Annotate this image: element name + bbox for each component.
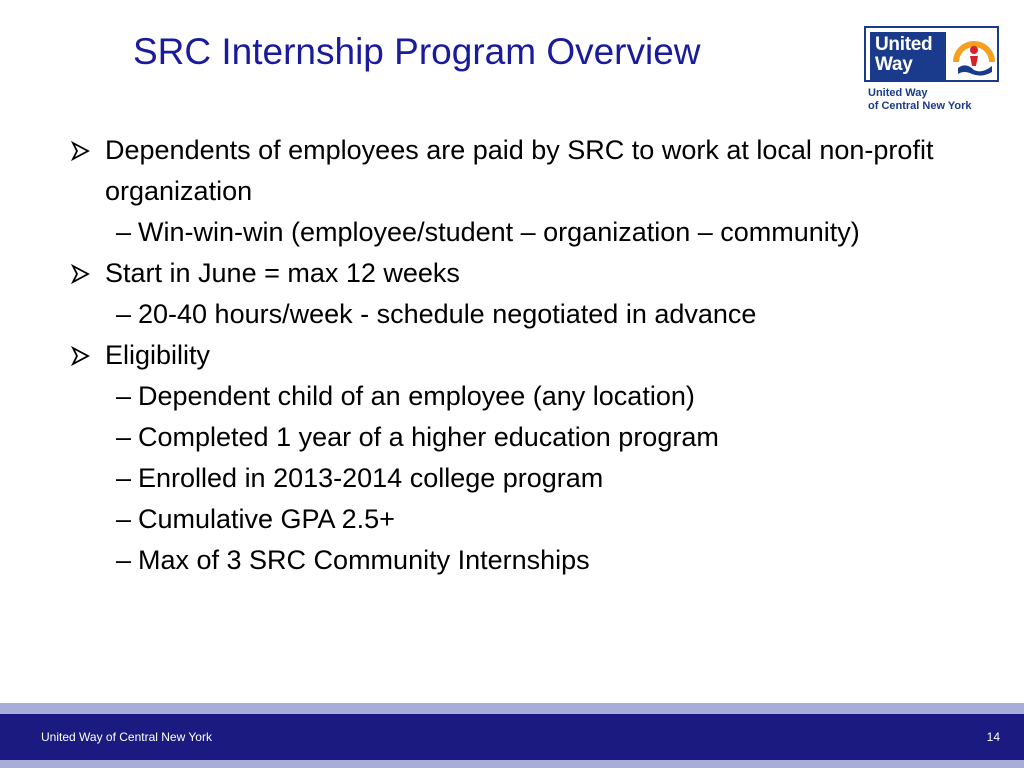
dash-marker: – — [116, 422, 132, 452]
slide-page-number: 14 — [986, 730, 1000, 744]
logo-word-way: Way — [875, 54, 913, 75]
arrow-bullet-icon — [68, 335, 96, 376]
sub-bullet-text: Enrolled in 2013-2014 college program — [138, 463, 604, 493]
sub-bullet-item — [68, 376, 968, 417]
logo-subtitle — [868, 87, 972, 113]
logo-wordmark — [870, 32, 946, 80]
sub-bullet-text: 20-40 hours/week - schedule negotiated in advance — [138, 299, 757, 329]
arrow-bullet-icon — [68, 253, 96, 294]
sub-bullet-text: Win-win-win (employee/student – organization – community) — [138, 217, 860, 247]
slide-title: SRC Internship Program Overview — [133, 31, 701, 72]
united-way-logo — [864, 26, 999, 118]
dash-marker: – — [116, 381, 132, 411]
sub-bullet-item — [68, 417, 968, 458]
footer-org-name: United Way of Central New York — [41, 730, 212, 744]
dash-marker: – — [116, 299, 132, 329]
bullet-text: Eligibility — [105, 340, 211, 370]
logo-frame — [864, 26, 999, 82]
bullet-item — [68, 253, 968, 294]
dash-marker: – — [116, 463, 132, 493]
footer-accent-line — [0, 703, 1024, 714]
hand-rainbow-icon — [950, 32, 998, 80]
logo-sub-line1: United Way — [868, 87, 928, 99]
dash-marker: – — [116, 545, 132, 575]
sub-bullet-item — [68, 458, 968, 499]
bullet-text: Start in June = max 12 weeks — [105, 258, 460, 288]
bullet-item — [68, 335, 968, 376]
logo-word-united: United — [875, 34, 933, 55]
arrow-bullet-icon — [68, 130, 96, 171]
bullet-list — [68, 130, 968, 581]
sub-bullet-text: Completed 1 year of a higher education program — [138, 422, 719, 452]
sub-bullet-text: Dependent child of an employee (any location) — [138, 381, 695, 411]
sub-bullet-item — [68, 294, 968, 335]
logo-sub-line2: of Central New York — [868, 100, 972, 112]
sub-bullet-item — [68, 212, 968, 253]
bullet-item — [68, 130, 968, 212]
sub-bullet-text: Max of 3 SRC Community Internships — [138, 545, 590, 575]
footer-bottom-line — [0, 760, 1024, 768]
dash-marker: – — [116, 217, 132, 247]
sub-bullet-text: Cumulative GPA 2.5+ — [138, 504, 395, 534]
dash-marker: – — [116, 504, 132, 534]
sub-bullet-item — [68, 540, 968, 581]
bullet-text: Dependents of employees are paid by SRC to work at local non-profit organization — [105, 135, 934, 206]
sub-bullet-item — [68, 499, 968, 540]
